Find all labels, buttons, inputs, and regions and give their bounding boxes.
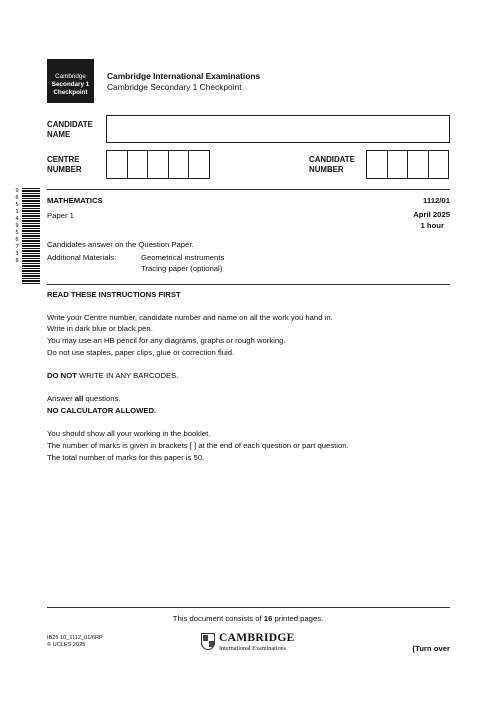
- instruction-line: Do not use staples, paper clips, glue or correction fluid.: [47, 348, 235, 357]
- paper-code: 1112/01: [423, 196, 450, 205]
- exam-duration: 1 hour: [420, 221, 444, 230]
- answer-note: Candidates answer on the Question Paper.: [47, 240, 194, 249]
- materials-item-2: Tracing paper (optional): [141, 264, 223, 273]
- footer-divider: [47, 607, 450, 608]
- barcode-digits: 9 6 5 1 4 9 5 6 7 3 8: [15, 188, 19, 264]
- candidate-digit-box[interactable]: [408, 151, 429, 178]
- subject-title: MATHEMATICS: [47, 196, 103, 205]
- document-reference: IB25 10_1112_01/6RP © UCLES 2025: [47, 635, 103, 648]
- cambridge-logo: CAMBRIDGE: [219, 632, 295, 644]
- cambridge-logo-subtitle: International Examinations: [219, 645, 287, 652]
- barcode-warning: DO NOT WRITE IN ANY BARCODES.: [47, 371, 179, 380]
- candidate-number-field[interactable]: [366, 150, 449, 179]
- candidate-digit-box[interactable]: [367, 151, 388, 178]
- instruction-line: Write in dark blue or black pen.: [47, 324, 153, 333]
- candidate-number-label: CANDIDATE NUMBER: [309, 155, 355, 174]
- page-count: This document consists of 16 printed pages.: [172, 614, 324, 623]
- programme-name: Cambridge Secondary 1 Checkpoint: [107, 82, 242, 92]
- paper-number: Paper 1: [47, 211, 74, 220]
- centre-number-field[interactable]: [106, 150, 210, 179]
- logo-line-1: Cambridge: [55, 73, 86, 80]
- answer-all-note: Answer all questions.: [47, 394, 121, 403]
- instruction-line: You may use an HB pencil for any diagrams, graphs or rough working.: [47, 336, 286, 345]
- checkpoint-logo: [47, 59, 94, 103]
- materials-item-1: Geometrical instruments: [141, 253, 225, 262]
- candidate-name-label: CANDIDATE NAME: [47, 120, 93, 139]
- organisation-name: Cambridge International Examinations: [107, 71, 261, 81]
- instruction-line: Write your Centre number, candidate number and name on all the work you hand in.: [47, 313, 333, 322]
- barcode: [22, 188, 40, 284]
- materials-label: Additional Materials:: [47, 253, 117, 262]
- centre-digit-box[interactable]: [189, 151, 209, 178]
- centre-digit-box[interactable]: [148, 151, 169, 178]
- turn-over: [Turn over: [412, 644, 450, 653]
- cambridge-crest-icon: [201, 633, 215, 650]
- exam-session: April 2025: [413, 210, 450, 219]
- logo-line-2: Secondary 1: [51, 81, 90, 88]
- centre-digit-box[interactable]: [128, 151, 149, 178]
- instruction-line: The total number of marks for this paper is 50.: [47, 453, 205, 462]
- divider: [47, 189, 450, 190]
- instruction-line: You should show all your working in the booklet.: [47, 429, 211, 438]
- logo-line-3: Checkpoint: [53, 89, 88, 96]
- divider: [47, 284, 450, 285]
- candidate-name-field[interactable]: [106, 115, 450, 143]
- no-calculator-note: NO CALCULATOR ALLOWED.: [47, 406, 157, 415]
- instruction-line: The number of marks is given in brackets [ ] at the end of each question or part question.: [47, 441, 349, 450]
- centre-digit-box[interactable]: [107, 151, 128, 178]
- centre-digit-box[interactable]: [169, 151, 190, 178]
- centre-number-label: CENTRE NUMBER: [47, 155, 82, 174]
- candidate-digit-box[interactable]: [388, 151, 409, 178]
- instructions-heading: READ THESE INSTRUCTIONS FIRST: [47, 290, 181, 299]
- candidate-digit-box[interactable]: [429, 151, 449, 178]
